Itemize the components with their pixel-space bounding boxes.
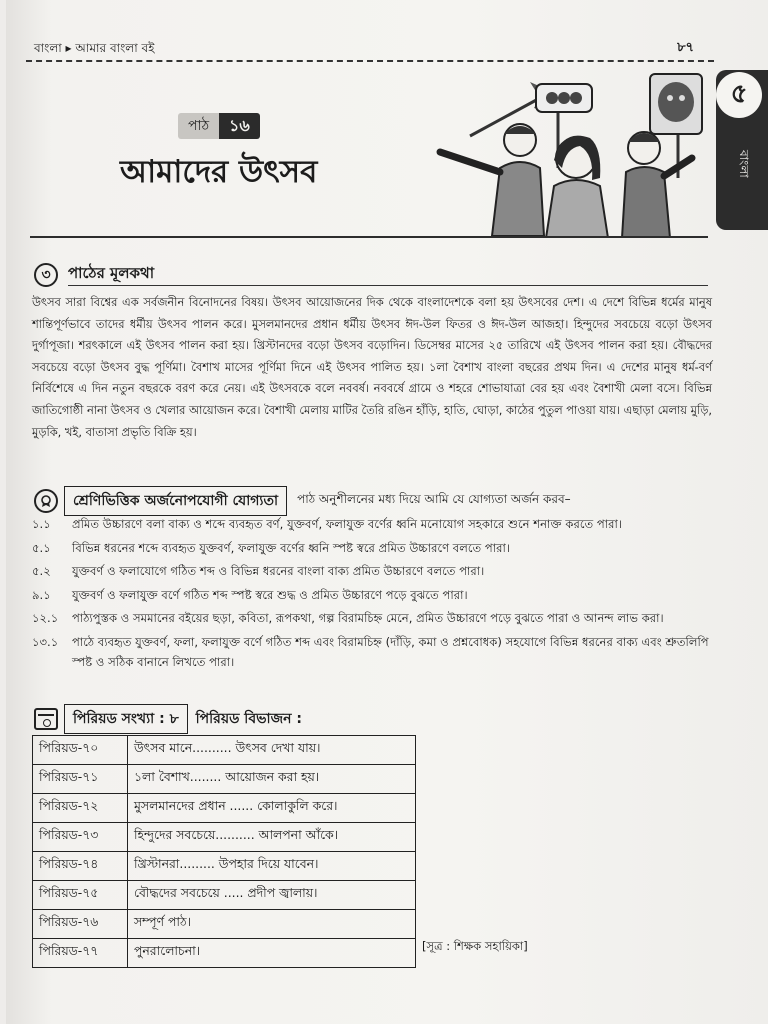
period-content-cell: ১লা বৈশাখ........ আয়োজন করা হয়। <box>128 765 416 794</box>
competency-list <box>32 514 712 676</box>
summary-heading-text: পাঠের মূলকথা <box>68 264 155 282</box>
source-note: [সূত্র : শিক্ষক সহায়িকা] <box>422 939 528 953</box>
summary-heading <box>34 262 154 287</box>
competency-code: ৫.১ <box>32 540 51 555</box>
lesson-number: ১৬ <box>219 113 260 139</box>
period-division-label: পিরিয়ড বিভাজন : <box>195 711 302 727</box>
competency-code: ১২.১ <box>32 611 59 625</box>
period-cell: পিরিয়ড-৭০ <box>33 736 128 765</box>
competency-text: পাঠ্যপুস্তক ও সমমানের বইয়ের ছড়া, কবিতা, রূপকথা, গল্প বিরামচিহ্ন মেনে, প্রমিত উচ্চারণে পড়ে বুঝতে পারা ও আনন্দ লাভ করা। <box>72 611 664 625</box>
period-count: পিরিয়ড সংখ্যা : ৮ <box>64 704 188 734</box>
festival-illustration <box>430 68 720 238</box>
competency-heading <box>34 486 571 516</box>
lesson-title: আমাদের উৎসব <box>120 154 318 190</box>
running-header <box>34 38 694 60</box>
period-content-cell: খ্রিস্টানরা......... উপহার দিয়ে যাবেন। <box>128 852 416 881</box>
header-divider <box>26 60 714 62</box>
competency-code: ৫.২ <box>32 564 51 578</box>
competency-title: শ্রেণিভিত্তিক অর্জনোপযোগী যোগ্যতা <box>64 486 287 516</box>
period-content-cell: মুসলমানদের প্রধান ...... কোলাকুলি করে। <box>128 794 416 823</box>
table-row <box>33 910 416 939</box>
side-tab-number: ৫ <box>716 72 762 118</box>
section-number-icon: ৩ <box>34 263 58 287</box>
breadcrumb: বাংলা ▸ আমার বাংলা বই <box>34 41 155 55</box>
period-cell: পিরিয়ড-৭১ <box>33 765 128 794</box>
competency-item <box>32 632 712 673</box>
competency-item <box>32 608 712 629</box>
summary-paragraph: উৎসব সারা বিশ্বের এক সর্বজনীন বিনোদনের বিষয়। উৎসব আয়োজনের দিক থেকে বাংলাদেশকে বলা হয় উৎসবের দেশ। এ দেশে বিভিন্ন ধর্মের মানুষ শান্তিপূর্ণভাবে তাদের ধর্মীয় উৎসব পালন করে। মুসলমানদের প্রধান ধর্মীয় উৎসব ঈদ-উল ফিতর ও ঈদ-উল আজহা। হিন্দুদের সবচেয়ে বড়ো উৎসব দুর্গাপূজা। শরৎকালে এই উৎসব পালন করা হয়। খ্রিস্টানদের বড়ো উৎসব বড়োদিন। ডিসেম্বর মাসের ২৫ তারিখে এই উৎসব পালন করা হয়। বৌদ্ধদের সবচেয়ে বড়ো উৎসব বুদ্ধ পূর্ণিমা। বৈশাখ মাসের পূর্ণিমা দিনে এই উৎসব পালিত হয়। ১লা বৈশাখ বাংলা বছরের প্রথম দিন। এ দেশের মানুষ ধর্ম-বর্ণ নির্বিশেষে এ দিন নতুন বছরকে বরণ করে নেয়। এই উৎসবকে বলে নববর্ষ। নববর্ষে গ্রামে ও শহরে শোভাযাত্রা বের হয় এবং বৈশাখী মেলা বসে। বিভিন্ন জাতিগোষ্ঠী নানা উৎসব ও খেলার আয়োজন করে। বৈশাখী মেলায় মাটির তৈরি রঙিন হাঁড়ি, হাতি, ঘোড়া, কাঠের পুতুল পাওয়া যায়। এছাড়া মেলায় মুড়ি, মুড়কি, খই, বাতাসা প্রভৃতি বিক্রি হয়। <box>32 295 712 439</box>
period-content-cell: বৌদ্ধদের সবচেয়ে ..... প্রদীপ জ্বালায়। <box>128 881 416 910</box>
competency-text: বিভিন্ন ধরনের শব্দে ব্যবহৃত যুক্তবর্ণ, ফলাযুক্ত বর্ণের ধ্বনি স্পষ্ট স্বরে প্রমিত উচ্চারণে বলতে পারা। <box>72 540 511 555</box>
period-cell: পিরিয়ড-৭৭ <box>33 939 128 968</box>
competency-item <box>32 585 712 606</box>
period-content-cell: উৎসব মানে.......... উৎসব দেখা যায়। <box>128 736 416 765</box>
competency-text: যুক্তবর্ণ ও ফলাযোগে গঠিত শব্দ ও বিভিন্ন ধরনের বাংলা বাক্য প্রমিত উচ্চারণে বলতে পারা। <box>72 564 485 578</box>
competency-intro: পাঠ অনুশীলনের মধ্য দিয়ে আমি যে যোগ্যতা অর্জন করব– <box>297 492 571 506</box>
title-divider <box>30 236 708 238</box>
award-icon <box>34 489 58 513</box>
competency-code: ১.১ <box>32 517 51 531</box>
competency-text: প্রমিত উচ্চারণে বলা বাক্য ও শব্দে ব্যবহৃত বর্ণ, যুক্তবর্ণ, ফলাযুক্ত বর্ণের ধ্বনি মনোযোগ সহকারে শুনে শনাক্ত করতে পারা। <box>72 517 622 531</box>
period-cell: পিরিয়ড-৭২ <box>33 794 128 823</box>
side-tab-label: বাংলা <box>737 150 751 178</box>
period-content-cell: সম্পূর্ণ পাঠ। <box>128 910 416 939</box>
lesson-prefix: পাঠ <box>178 113 219 139</box>
period-heading <box>34 704 302 734</box>
table-row <box>33 823 416 852</box>
period-table <box>32 735 416 968</box>
period-cell: পিরিয়ড-৭৪ <box>33 852 128 881</box>
period-cell: পিরিয়ড-৭৫ <box>33 881 128 910</box>
competency-code: ১৩.১ <box>32 634 59 649</box>
calendar-icon <box>34 708 58 730</box>
summary-underline <box>68 285 708 286</box>
table-row <box>33 881 416 910</box>
competency-code: ৯.১ <box>32 587 51 602</box>
table-row <box>33 939 416 968</box>
table-row <box>33 765 416 794</box>
period-cell: পিরিয়ড-৭৬ <box>33 910 128 939</box>
competency-item <box>32 514 712 535</box>
period-cell: পিরিয়ড-৭৩ <box>33 823 128 852</box>
period-content-cell: হিন্দুদের সবচেয়ে.......... আলপনা আঁকে। <box>128 823 416 852</box>
competency-text: পাঠে ব্যবহৃত যুক্তবর্ণ, ফলা, ফলাযুক্ত বর্ণে গঠিত শব্দ এবং বিরামচিহ্ন (দাঁড়ি, কমা ও প্রশ্নবোধক) সহযোগে বিভিন্ন ধরনের বাক্য এবং শ্রুতলিপি স্পষ্ট ও সঠিক বানানে লিখতে পারা। <box>72 634 709 669</box>
competency-item <box>32 561 712 582</box>
table-row <box>33 794 416 823</box>
page-number: ৮৭ <box>677 40 694 55</box>
table-row <box>33 736 416 765</box>
period-content-cell: পুনরালোচনা। <box>128 939 416 968</box>
lesson-badge <box>178 113 260 139</box>
competency-item <box>32 538 712 559</box>
table-row <box>33 852 416 881</box>
competency-text: যুক্তবর্ণ ও ফলাযুক্ত বর্ণে গঠিত শব্দ স্পষ্ট স্বরে শুদ্ধ ও প্রমিত উচ্চারণে পড়ে বুঝতে পারা। <box>72 587 468 602</box>
